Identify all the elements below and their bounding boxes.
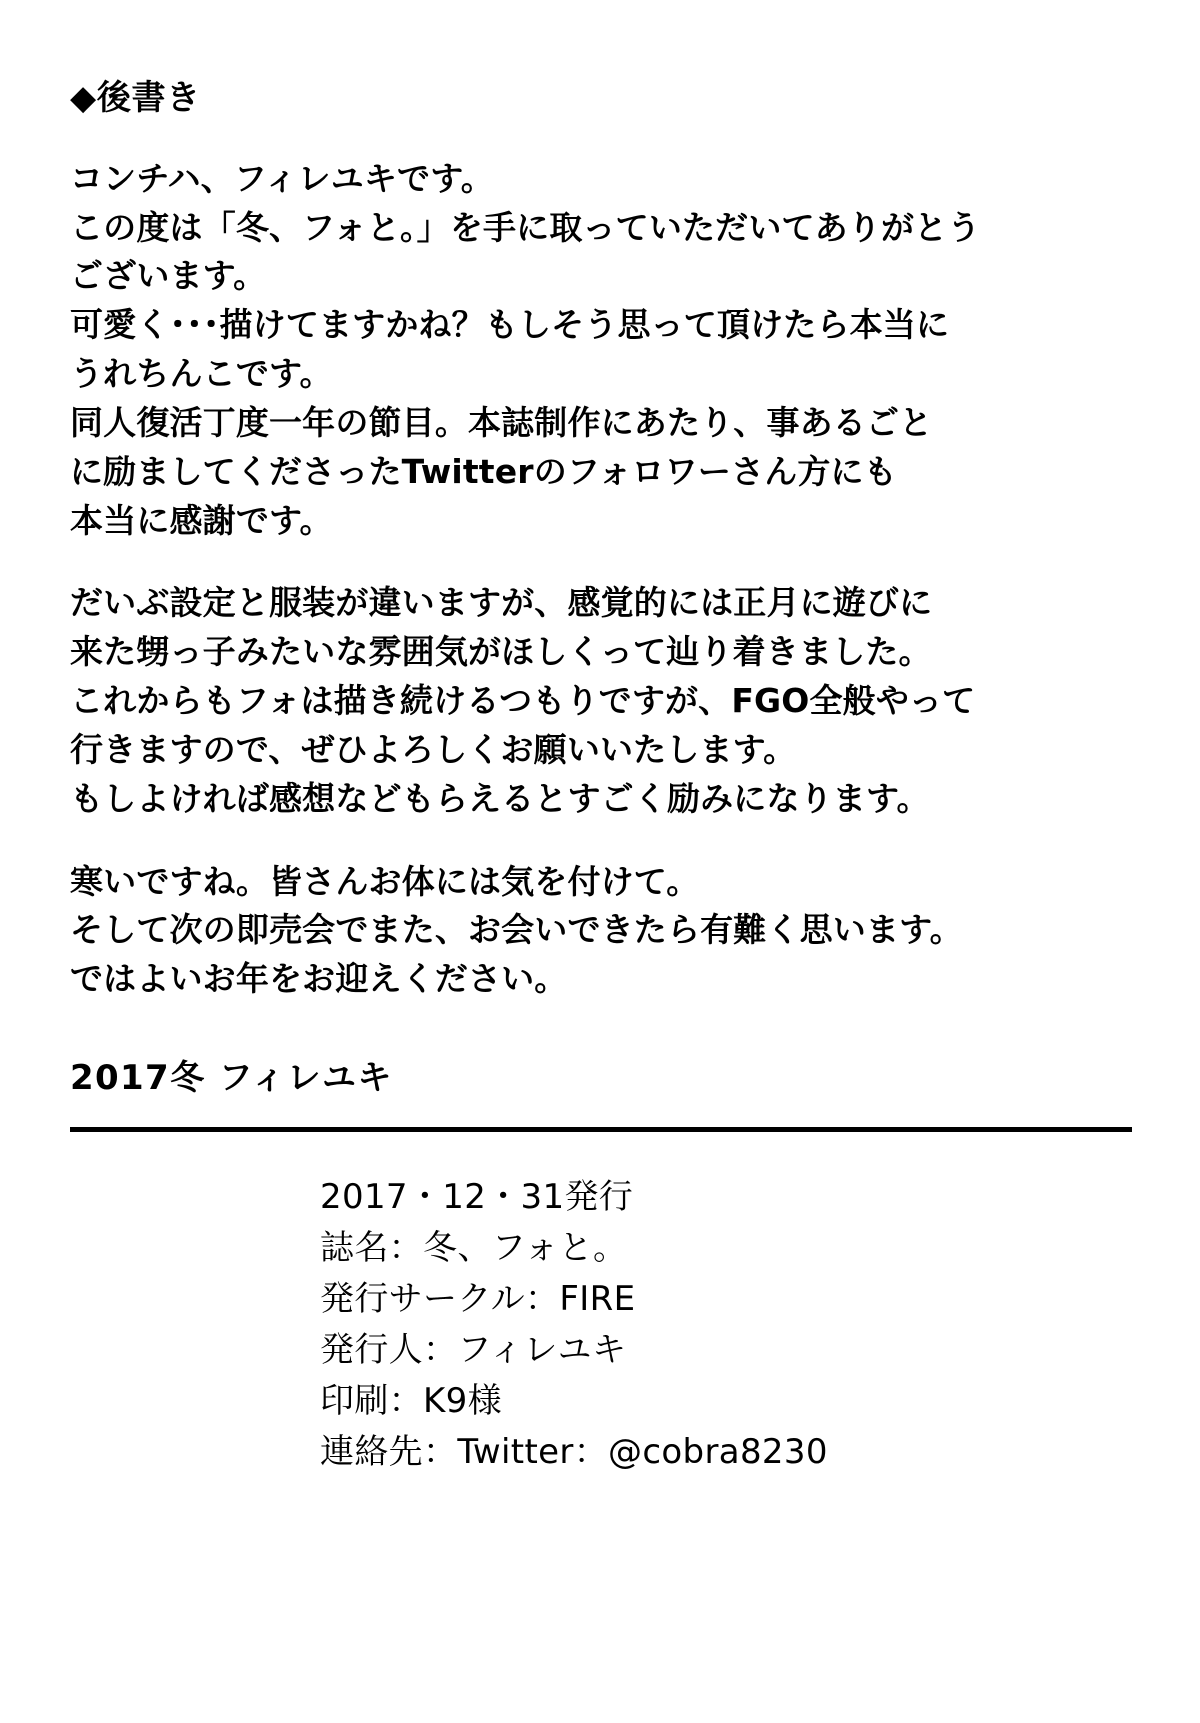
body-line: コンチハ、フィレユキです。 bbox=[70, 158, 494, 198]
body-line: 行きますので、ぜひよろしくお願いいたします。 bbox=[70, 729, 797, 769]
afterword-body bbox=[70, 155, 1130, 1004]
paragraph-2 bbox=[70, 579, 1130, 823]
colophon-printer: 印刷：K9様 bbox=[320, 1381, 502, 1422]
body-line: うれちんこです。 bbox=[70, 354, 333, 394]
body-line: この度は「冬、フォと。」を手に取っていただいてありがとう bbox=[70, 207, 981, 247]
colophon-contact: 連絡先：Twitter：@cobra8230 bbox=[320, 1432, 828, 1473]
body-line: 本当に感謝です。 bbox=[70, 500, 333, 540]
body-line: これからもフォは描き続けるつもりですが、FGO全般やって bbox=[70, 681, 976, 721]
colophon-title: 誌名：冬、フォと。 bbox=[320, 1228, 628, 1269]
colophon-circle: 発行サークル：FIRE bbox=[320, 1279, 636, 1320]
colophon-publisher: 発行人：フィレユキ bbox=[320, 1330, 627, 1371]
colophon-publish-date: 2017・12・31発行 bbox=[320, 1177, 634, 1218]
author-signature: 2017冬 フィレユキ bbox=[70, 1058, 393, 1099]
page-title: ◆後書き bbox=[70, 78, 201, 118]
divider bbox=[70, 1127, 1132, 1132]
body-line: もしよければ感想などもらえるとすごく励みになります。 bbox=[70, 778, 930, 818]
paragraph-1 bbox=[70, 155, 1130, 546]
body-line: そして次の即売会でまた、お会いできたら有難く思います。 bbox=[70, 910, 963, 950]
colophon bbox=[70, 1172, 1130, 1478]
paragraph-spacer bbox=[70, 824, 1130, 858]
body-line: ではよいお年をお迎えください。 bbox=[70, 959, 568, 999]
body-line: ございます。 bbox=[70, 256, 267, 296]
body-line: 可愛く･･･描けてますかね？もしそう思って頂けたら本当に bbox=[70, 305, 950, 345]
body-line: 来た甥っ子みたいな雰囲気がほしくって辿り着きました。 bbox=[70, 632, 932, 672]
paragraph-3 bbox=[70, 858, 1130, 1004]
body-line: だいぶ設定と服装が違いますが、感覚的には正月に遊びに bbox=[70, 583, 933, 623]
body-line: に励ましてくださったTwitterのフォロワーさん方にも bbox=[70, 451, 897, 491]
body-line: 同人復活丁度一年の節目。本誌制作にあたり、事あるごと bbox=[70, 402, 933, 442]
paragraph-spacer bbox=[70, 545, 1130, 579]
body-line: 寒いですね。皆さんお体には気を付けて。 bbox=[70, 861, 700, 901]
